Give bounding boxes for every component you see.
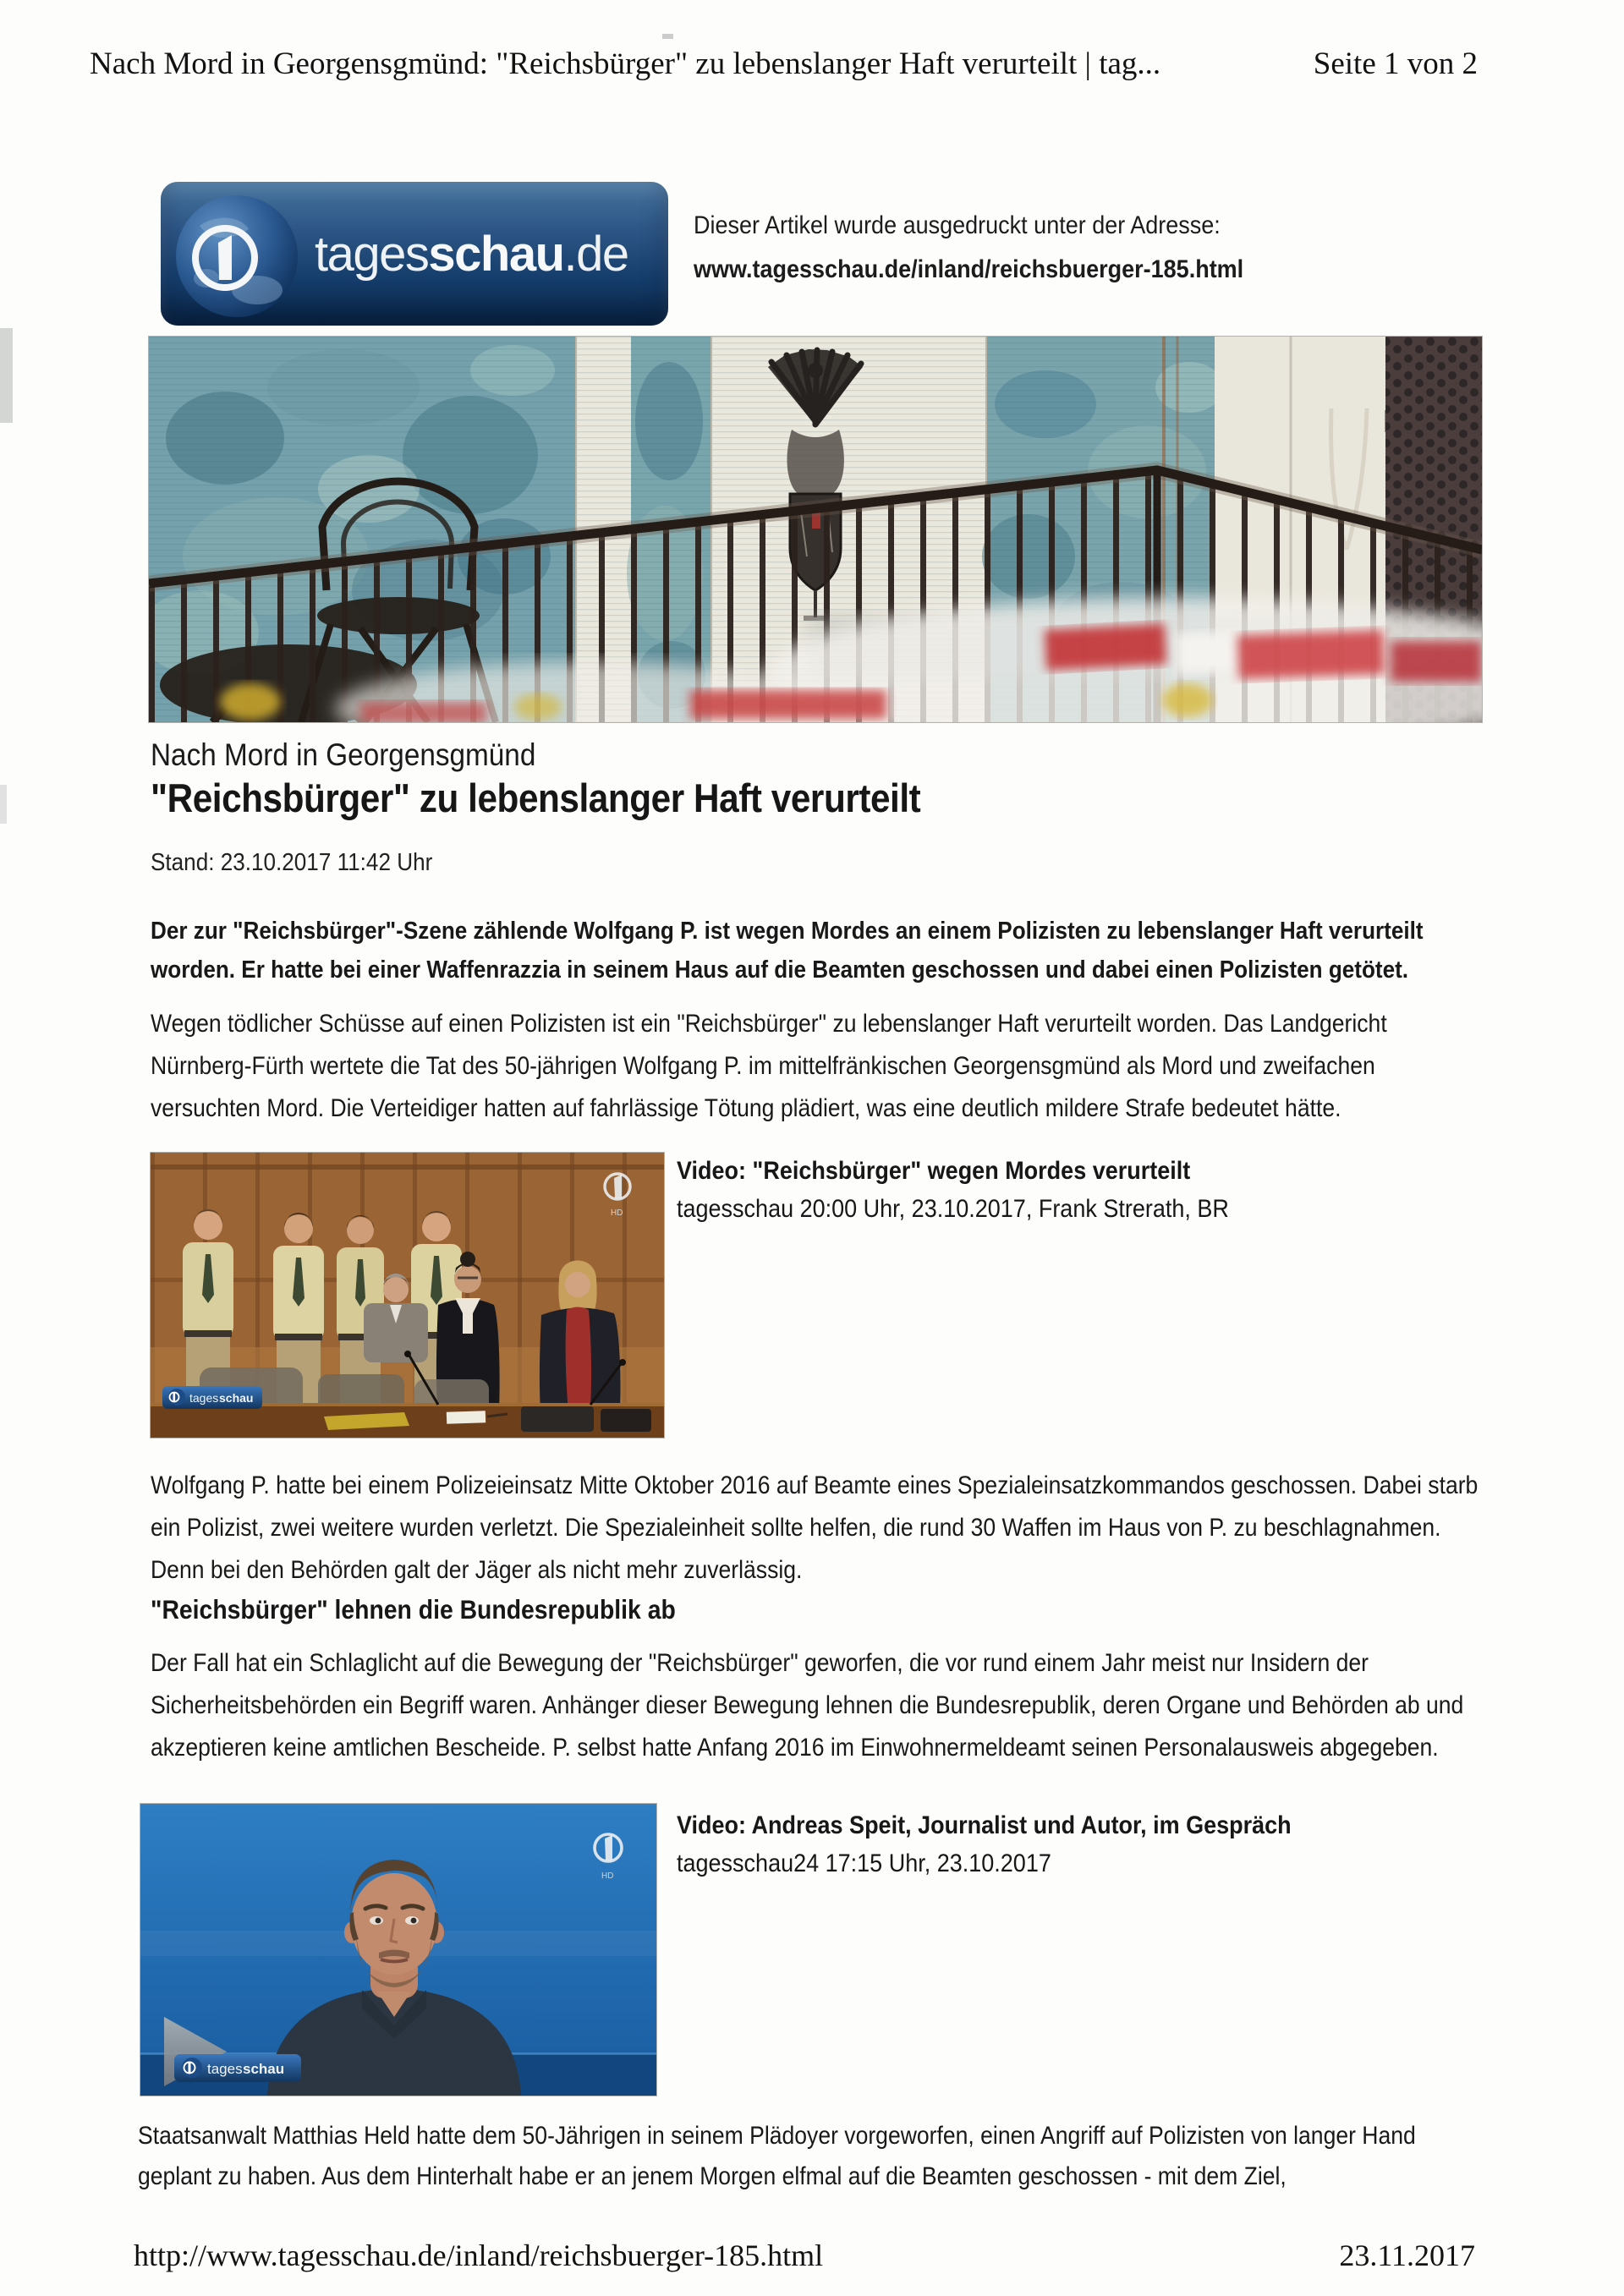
tagesschau-badge	[162, 1386, 262, 1409]
video-meta: tagesschau24 17:15 Uhr, 23.10.2017	[677, 1849, 1051, 1877]
tagesschau-logo	[161, 182, 668, 326]
video-thumbnail-courtroom	[151, 1153, 664, 1438]
print-header-title: Nach Mord in Georgensgmünd: "Reichsbürger" zu lebenslanger Haft verurteilt | tag...	[90, 47, 1161, 81]
article-paragraph: Wegen tödlicher Schüsse auf einen Polizisten ist ein "Reichsbürger" zu lebenslanger Haft verurteilt worden. Das Landgericht Nürnberg-Fürth wertete die Tat des 50-jährigen Wolfgang P. im mittelfränkischen Georgensgmünd als Mord und zweifachen versuchten Mord. Die Verteidiger hatten auf fahrlässige Tötung plädiert, was eine deutlich mildere Strafe bedeutet hätte.	[151, 1010, 1387, 1122]
svg-text:tages: tages	[189, 1391, 219, 1405]
article-kicker: Nach Mord in Georgensgmünd	[151, 737, 536, 772]
svg-text:tages: tages	[207, 2061, 243, 2077]
print-notice-url: www.tagesschau.de/inland/reichsbuerger-185.html	[694, 255, 1244, 283]
svg-text:schau: schau	[219, 1391, 254, 1405]
print-footer-date: 23.11.2017	[1339, 2238, 1475, 2272]
scan-artifact	[662, 34, 673, 39]
article-paragraph: Der Fall hat ein Schlaglicht auf die Bewegung der "Reichsbürger" geworfen, die vor rund einem Jahr meist nur Insidern der Sicherheitsbehörden ein Begriff waren. Anhänger dieser Bewegung lehnen die Bundesrepublik, deren Organe und Behörden ab und akzeptieren keine amtlichen Bescheide. P. selbst hatte Anfang 2016 im Einwohnermeldeamt seinen Personalausweis abgegeben.	[151, 1649, 1464, 1762]
video-thumbnail-interview	[140, 1804, 656, 2096]
article-stand: Stand: 23.10.2017 11:42 Uhr	[151, 849, 433, 876]
svg-text:HD: HD	[611, 1208, 623, 1218]
scan-artifact	[0, 785, 7, 824]
ard-one-icon	[218, 235, 232, 280]
article-paragraph: Wolfgang P. hatte bei einem Polizeieinsatz Mitte Oktober 2016 auf Beamte eines Spezialeinsatzkommandos geschossen. Dabei starb ein Polizist, zwei weitere wurden verletzt. Die Spezialeinheit sollte helfen, die rund 30 Waffen im Haus von P. zu beschlagnahmen. Denn bei den Behörden galt der Jäger als nicht mehr zuverlässig.	[151, 1471, 1479, 1584]
ard-globe-icon	[173, 190, 301, 319]
svg-text:HD: HD	[601, 1871, 614, 1881]
article-headline: "Reichsbürger" zu lebenslanger Haft verurteilt	[151, 775, 921, 820]
article-subheading: "Reichsbürger" lehnen die Bundesrepublik ab	[151, 1594, 676, 1625]
print-header-page-number: Seite 1 von 2	[1313, 47, 1478, 81]
svg-text:schau: schau	[243, 2061, 285, 2077]
video-meta: tagesschau 20:00 Uhr, 23.10.2017, Frank Strerath, BR	[677, 1195, 1229, 1223]
video-title: Video: Andreas Speit, Journalist und Autor, im Gespräch	[677, 1811, 1292, 1839]
scan-artifact	[0, 328, 13, 423]
tagesschau-badge	[174, 2054, 301, 2082]
article-lead: Der zur "Reichsbürger"-Szene zählende Wolfgang P. ist wegen Mordes an einem Polizisten zu lebenslanger Haft verurteilt worden. Er hatte bei einer Waffenrazzia in seinem Haus auf die Beamten geschossen und dabei einen Polizisten getötet.	[151, 918, 1424, 984]
article-photo-balcony	[149, 337, 1482, 722]
video-title: Video: "Reichsbürger" wegen Mordes verurteilt	[677, 1157, 1191, 1185]
article-paragraph: Staatsanwalt Matthias Held hatte dem 50-Jährigen in seinem Plädoyer vorgeworfen, einen Angriff auf Polizisten von langer Hand geplant zu haben. Aus dem Hinterhalt habe er an jenem Morgen elfmal auf die Beamten geschossen - mit dem Ziel,	[138, 2122, 1416, 2190]
logo-wordmark: tages schau .de	[315, 226, 628, 282]
print-footer-url: http://www.tagesschau.de/inland/reichsbuerger-185.html	[134, 2238, 824, 2272]
print-notice-line: Dieser Artikel wurde ausgedruckt unter der Adresse:	[694, 211, 1221, 239]
